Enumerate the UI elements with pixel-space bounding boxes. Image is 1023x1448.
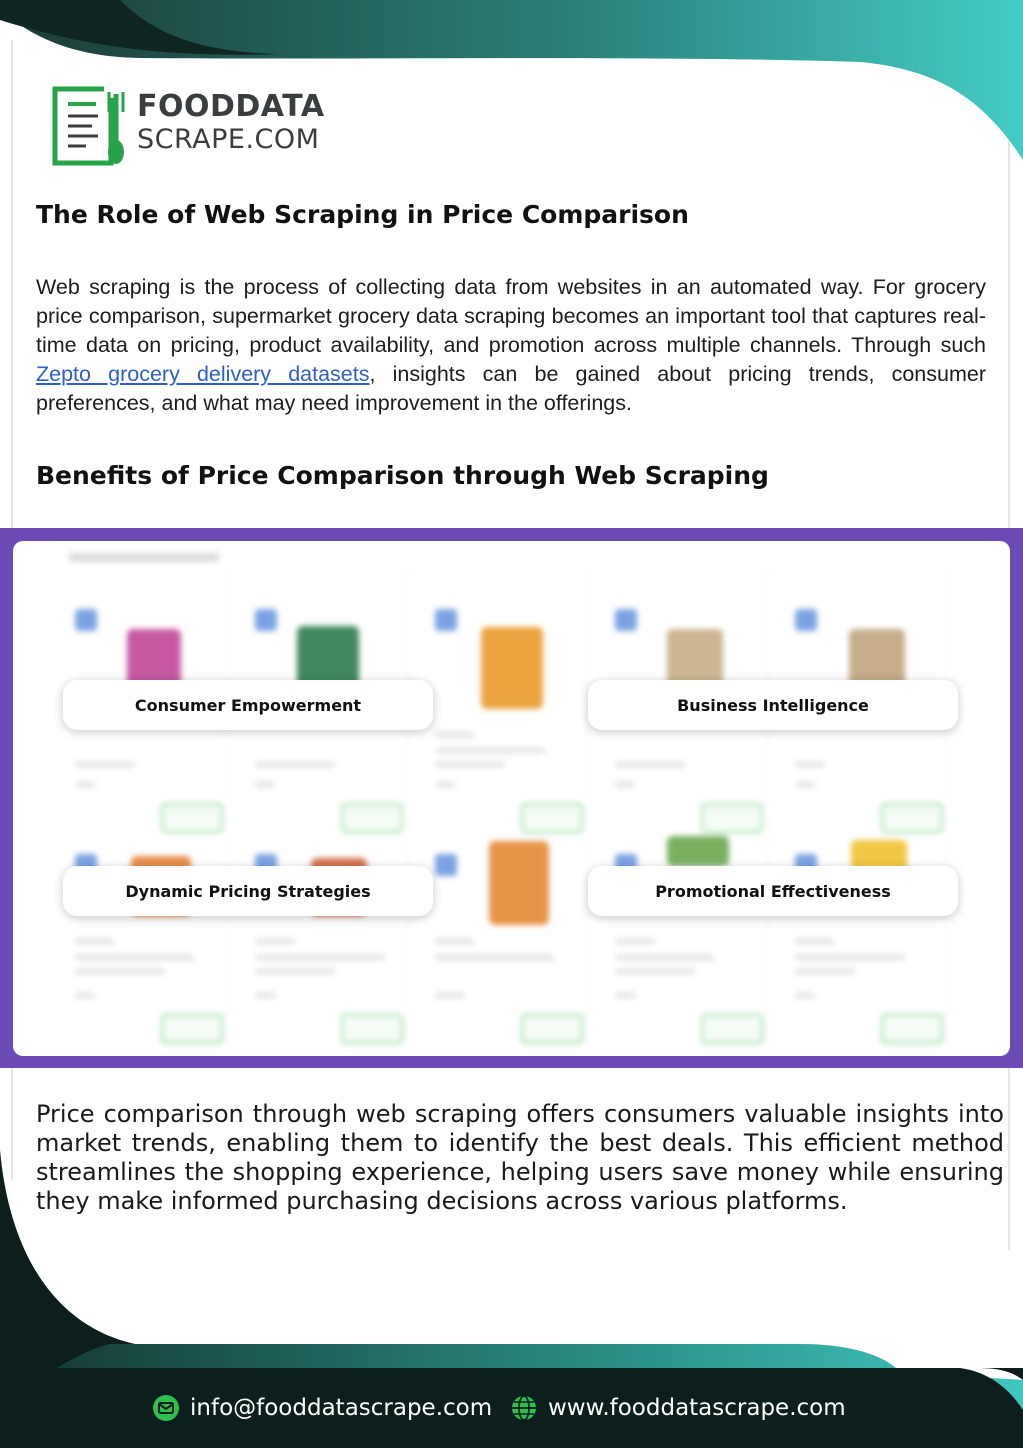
- globe-icon: [510, 1394, 538, 1422]
- envelope-icon: [152, 1394, 180, 1422]
- benefits-panel: [13, 541, 1010, 1056]
- benefit-promotional-effectiveness: Promotional Effectiveness: [588, 866, 958, 916]
- brand-name-line1: FOODDATA: [137, 89, 325, 124]
- footer-email-text: info@fooddatascrape.com: [190, 1395, 493, 1421]
- section-heading-benefits: Benefits of Price Comparison through Web Scraping: [36, 461, 769, 490]
- intro-text-start: Web scraping is the process of collecting data from websites in an automated way. For grocery price comparison, supermarket grocery data scraping becomes an important tool that captures real-time data on pricing, product availability, and promotion across multiple channels. Through such: [36, 275, 986, 357]
- footer-website-text: www.fooddatascrape.com: [548, 1395, 846, 1421]
- benefit-business-intelligence: Business Intelligence: [588, 680, 958, 730]
- blurred-product-grid: [13, 541, 1010, 1056]
- intro-text-end: , insights can be gained about pricing trends, consumer preferences, and what may need improvement in the offerings.: [36, 362, 986, 415]
- section-heading-role: The Role of Web Scraping in Price Comparison: [36, 200, 689, 229]
- footer-website[interactable]: [510, 1394, 846, 1422]
- benefit-dynamic-pricing: Dynamic Pricing Strategies: [63, 866, 433, 916]
- fork-document-icon: [52, 86, 132, 168]
- zepto-datasets-link[interactable]: Zepto grocery delivery datasets: [36, 362, 370, 386]
- brand-name-line2: SCRAPE.COM: [137, 124, 320, 155]
- footer-email[interactable]: [152, 1394, 492, 1422]
- benefit-consumer-empowerment: Consumer Empowerment: [63, 680, 433, 730]
- brand-name: [137, 89, 325, 155]
- summary-paragraph: Price comparison through web scraping offers consumers valuable insights into market trends, enabling them to identify the best deals. This efficient method streamlines the shopping experience, helping users save money while ensuring they make informed purchasing decisions across various platforms.: [36, 1100, 1004, 1215]
- intro-paragraph: [36, 273, 986, 418]
